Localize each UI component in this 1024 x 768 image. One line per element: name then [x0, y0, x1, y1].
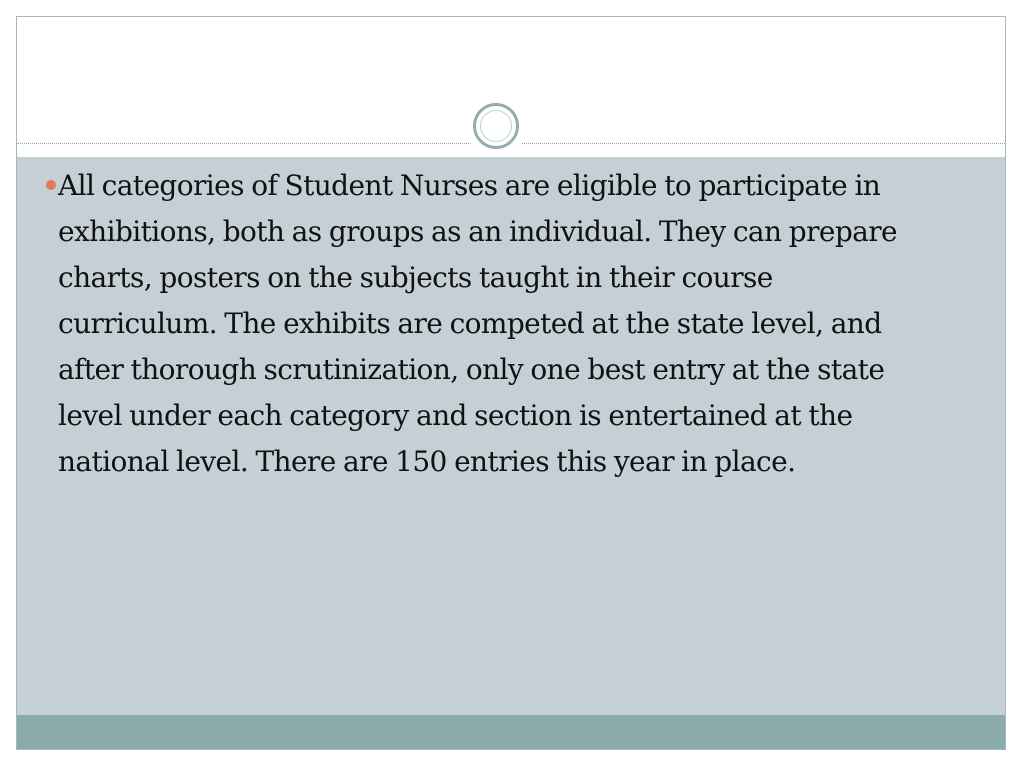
list-item	[58, 163, 938, 485]
circle-ring-icon	[465, 95, 527, 157]
bullet-text: All categories of Student Nurses are eligible to participate in exhibitions, both as groups as an individual. They can prepare charts, posters on the subjects taught in their course curriculum. The exhibits are competed at the state level, and after thorough scrutinization, only one best entry at the state level under each category and section is entertained at the national level. There are 150 entries this year in place.	[58, 169, 898, 478]
footer-band	[17, 715, 1005, 750]
bullet-list	[58, 163, 938, 485]
ornament-ring	[473, 103, 519, 149]
ornament-inner-ring	[480, 110, 512, 142]
bullet-dot-icon	[46, 180, 56, 190]
